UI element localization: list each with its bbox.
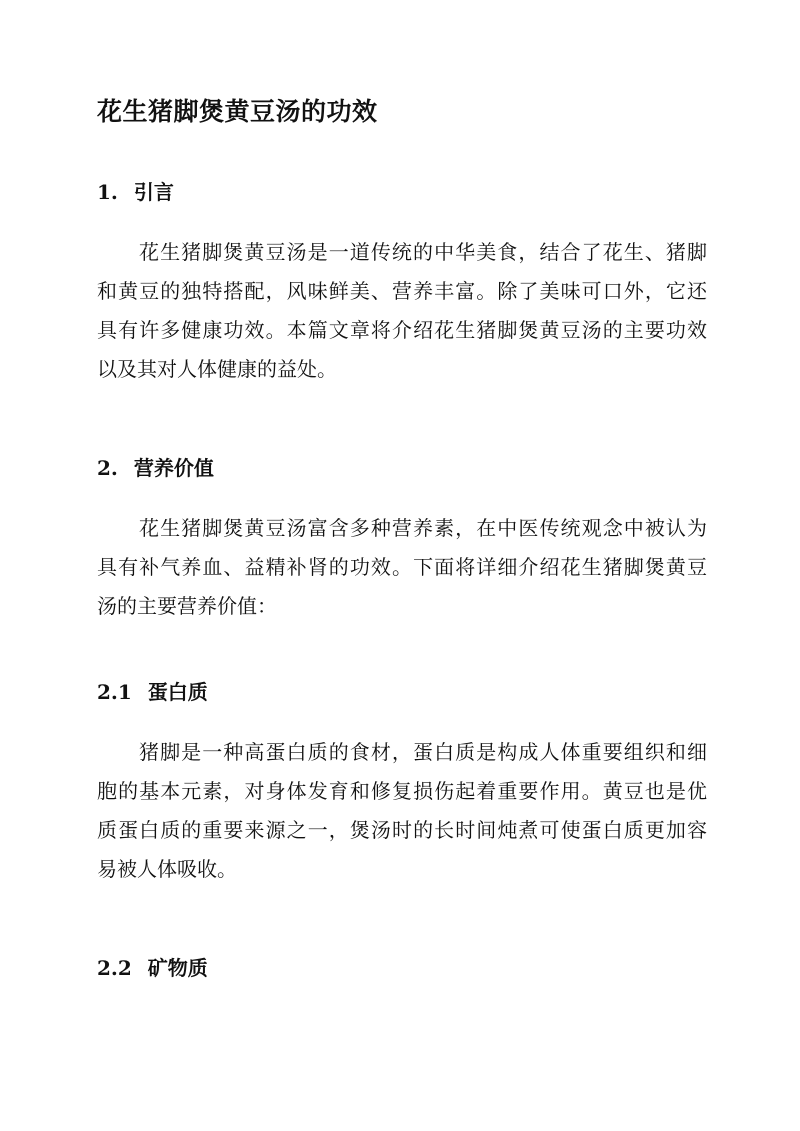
section-title: 蛋白质 [147,680,208,704]
paragraph-line: 以及其对人体健康的益处。 [97,357,337,381]
section-heading-2-1 [97,676,208,705]
section-number: 2.2 [97,956,132,980]
paragraph-line: 具有许多健康功效。本篇文章将介绍花生猪脚煲黄豆汤的主要功效 [97,318,707,342]
paragraph-intro [97,233,707,389]
section-number: 1. [97,180,118,204]
document-title: 花生猪脚煲黄豆汤的功效 [97,97,378,126]
paragraph-line: 花生猪脚煲黄豆汤是一道传统的中华美食，结合了花生、猪脚 [139,240,707,264]
paragraph-line: 花生猪脚煲黄豆汤富含多种营养素，在中医传统观念中被认为 [139,516,707,540]
paragraph-line: 质蛋白质的重要来源之一，煲汤时的长时间炖煮可使蛋白质更加容 [97,818,707,842]
paragraph-protein [97,733,707,889]
paragraph-line: 胞的基本元素，对身体发育和修复损伤起着重要作用。黄豆也是优 [97,779,707,803]
paragraph-line: 易被人体吸收。 [97,857,237,881]
section-number: 2.1 [97,680,132,704]
section-heading-2 [97,452,214,481]
paragraph-nutrition [97,509,707,626]
paragraph-line: 猪脚是一种高蛋白质的食材，蛋白质是构成人体重要组织和细 [139,740,707,764]
section-title: 营养价值 [133,456,214,480]
section-number: 2. [97,456,118,480]
section-title: 引言 [133,180,174,204]
section-heading-2-2 [97,952,208,981]
paragraph-line: 汤的主要营养价值： [97,594,277,618]
section-title: 矿物质 [147,956,208,980]
section-heading-1 [97,176,174,205]
paragraph-line: 和黄豆的独特搭配，风味鲜美、营养丰富。除了美味可口外，它还 [97,279,707,303]
paragraph-line: 具有补气养血、益精补肾的功效。下面将详细介绍花生猪脚煲黄豆 [97,555,707,579]
